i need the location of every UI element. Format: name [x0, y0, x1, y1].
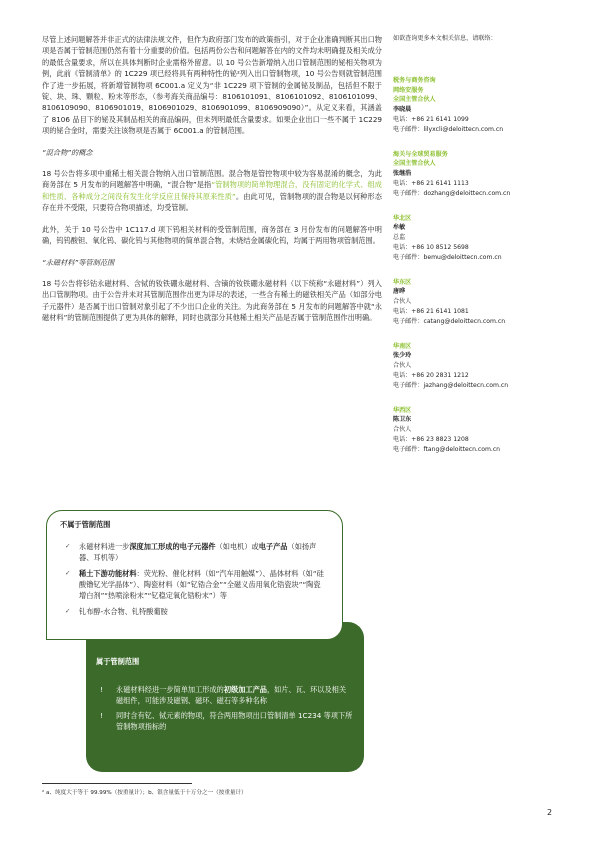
contact-name: 李晓晨 [393, 106, 412, 114]
contact-name: 张少玲 [393, 352, 412, 360]
paragraph-magnet: 18 号公告将钐钴永磁材料、含铽的钕铁硼永磁材料、含镝的钕铁硼永磁材料（以下统称“永磁材料”）列入出口管制物项。由于公告并未对其管制范围作出更为详尽的表述，一些含有稀土的磁铁相关产品（如部分电子元器件）是否属于出口管制对象引起了不少出口企业的关注。为此商务部在 5 月发布的问题解答中就“永磁材料”的管制范围提供了更为具体的解释，同时也就部分其他稀土相关产品是否属于管制范围作出明确。 [42, 278, 382, 323]
footnote: ² a、纯度大于等于 99.99%（按重量计）；b、银含量低于十万分之一（按重量计） [42, 790, 247, 796]
contact-card: 华南区 张少玲 合伙人 电话：+86 20 2831 1212 电子邮件：jazhang@deloittecn.com.cn [393, 342, 568, 391]
contact-intro: 如欲查询更多本文相关信息，请联络： [393, 35, 497, 42]
contact-email[interactable]: 电子邮件：bemu@deloittecn.com.cn [393, 253, 502, 261]
contact-card: 华东区 唐晔 合伙人 电话：+86 21 6141 1081 电子邮件：catang@deloittecn.com.cn [393, 278, 568, 327]
list-item: ✓ 永磁材料进一步深度加工形成的电子元器件（如电机）或电子产品（如扬声器、耳机等） [65, 541, 327, 563]
contact-name: 陈卫东 [393, 416, 412, 424]
mixture-definition-quote: “管制物项的简单物理混合，没有固定的化学式、组成和性质、各种成分之间没有发生化学反应且保持其原来性质” [42, 180, 382, 201]
contact-name: 牟敏 [393, 224, 406, 232]
contact-sidebar [393, 34, 568, 470]
list-item: ! 永磁材料经进一步简单加工形成的初级加工产品，如片、瓦、环以及相关磁组件，可能涉及磁钢、磁环、磁石等多种名称 [98, 684, 353, 706]
section-heading-mixture: “混合物”的概念 [42, 147, 93, 157]
list-item: ✓ 钆布醇-水合物、钆特酸葡胺 [65, 606, 327, 617]
contact-card: 华西区 陈卫东 合伙人 电话：+86 23 8823 1208 电子邮件：ftang@deloittecn.com.cn [393, 406, 568, 455]
contact-email[interactable]: 电子邮件：dozhang@deloittecn.com.cn [393, 189, 511, 197]
not-controlled-list [65, 541, 327, 622]
contact-email[interactable]: 电子邮件：ftang@deloittecn.com.cn [393, 445, 501, 453]
contact-email[interactable]: 电子邮件：catang@deloittecn.com.cn [393, 317, 506, 325]
controlled-list [98, 684, 353, 736]
controlled-title: 属于管制范围 [96, 657, 140, 666]
list-item: ✓ 稀土下游功能材料：荧光粉、催化材料（如“汽车用触媒”）、晶体材料（如“硅酸镥钇光学晶体”）、陶瓷材料（如“钇锆合金”“全磁义齿用氧化锆瓷块”“陶瓷增白剂”“热喷涂粉末”“钇稳定氧化锆粉末”）等 [65, 568, 327, 601]
not-controlled-box [46, 510, 343, 640]
not-controlled-title: 不属于管制范围 [60, 520, 111, 529]
contact-email[interactable]: 电子邮件：lilyxcli@deloittecn.com.cn [393, 125, 504, 133]
list-item: ! 同时含有钇、铽元素的物项，符合两用物项出口管制清单 1C234 等项下所管制物项指标的 [98, 710, 353, 732]
contact-card: 海关与全球贸易服务 全国主管合伙人 张继浩 电话：+86 21 6141 1113 电子邮件：dozhang@deloittecn.com.cn [393, 150, 568, 199]
page-number: 2 [547, 808, 553, 817]
contact-name: 唐晔 [393, 288, 406, 296]
contact-card: 税务与商务咨询 网络安服务 全国主管合伙人 李晓晨 电话：+86 21 6141 1099 电子邮件：lilyxcli@deloittecn.com.cn [393, 76, 568, 135]
contact-name: 张继浩 [393, 170, 412, 178]
paragraph-mixture: 18 号公告将多项中重稀土相关混合物纳入出口管制范围。混合物是管控物项中较为容易混淆的概念，为此商务部在 5 月发布的问题解答中明确，“混合物”是指“管制物项的简单物理混合，没有固定的化学式、组成和性质、各种成分之间没有发生化学反应且保持其原来性质”。由此可见，管制物项的混合物是以何种形态存在并不受限，只要符合物项描述，均受管制。 [42, 169, 382, 213]
paragraph-intro: 尽管上述问题解答并非正式的法律法规文件，但作为政府部门发布的政策指引，对于企业准确判断其出口物项是否属于管制范围仍然有着十分重要的价值。包括两份公告和问题解答在内的文件均未明确提及相关成分的最低含量要求，所以在具体判断时企业需格外留意。以 10 号公告新增纳入出口管制范围的铋相关物项为例，此前《管制清单》的 1C229 项已经将具有两种特性的铋²列入出口管制物项，10 号公告则就管制范围作了进一步拓展，将新增管制物项 6C001.a 定义为“非 1C229 项下管制的金属铋及制品，包括但不限于锭、块、珠、颗粒、粉末等形态，（参考海关商品编号：8106101091、8106101092、8106101099、8106109090、8106901019、8106901029、8106901099、8106909090）”。从定义来看，其涵盖了 8106 品目下的铋及其制品相关的商品编码，但未列明最低含量要求。如果企业出口一些不属于 1C229 项的铋合金时，需要关注该物项是否属于 6C001.a 的管制范围。 [42, 35, 382, 136]
contact-card: 华北区 牟敏 总监 电话：+86 10 8512 5698 电子邮件：bemu@deloittecn.com.cn [393, 214, 568, 263]
footnote-divider [42, 783, 192, 784]
paragraph-tungsten: 此外，关于 10 号公告中 1C117.d 项下钨相关材料的受管制范围，商务部在 3 月份发布的问题解答中明确，钨钨酸钽、氧化钨、碳化钨与其他物项的简单混合物，未烧结金属碳化钨，均属于两用物项管制范围。 [42, 224, 382, 246]
main-column [42, 34, 382, 334]
contact-email[interactable]: 电子邮件：jazhang@deloittecn.com.cn [393, 381, 509, 389]
section-heading-magnet: “永磁材料”等管制范围 [42, 257, 115, 267]
controlled-box [86, 622, 364, 772]
